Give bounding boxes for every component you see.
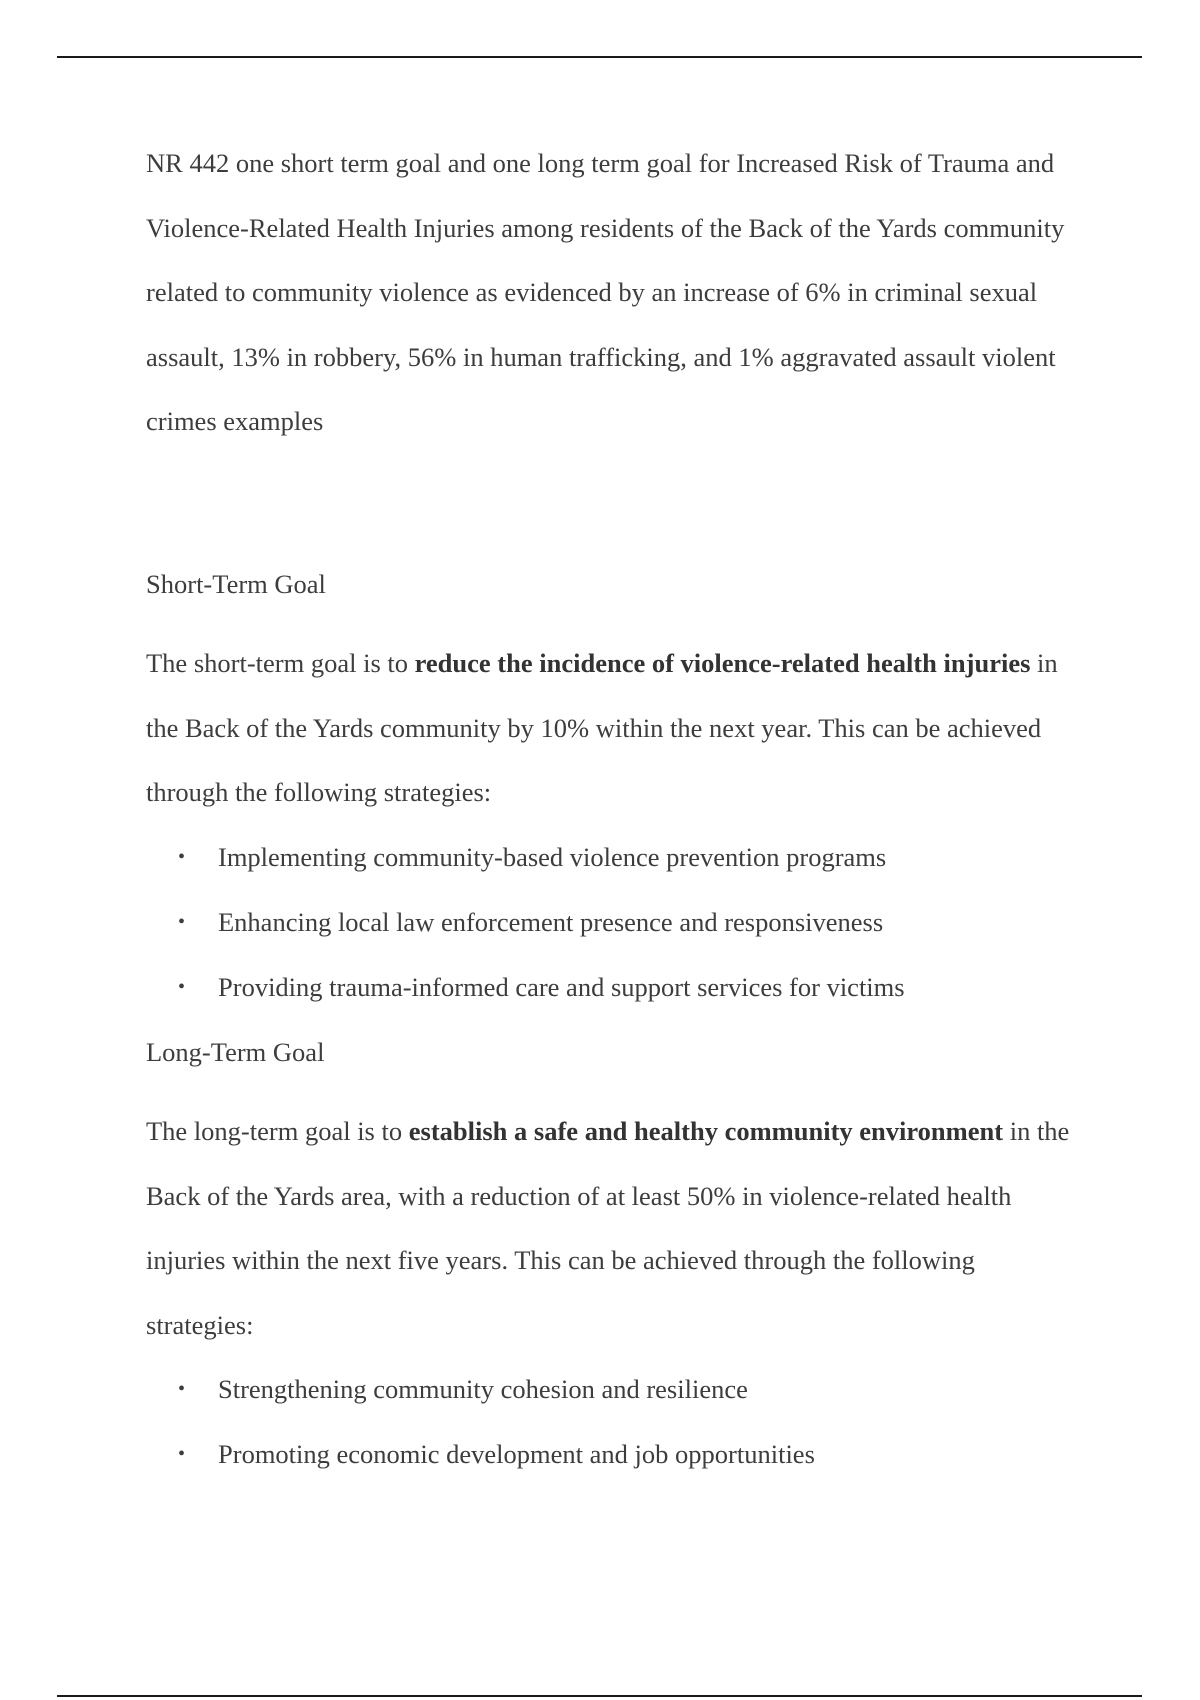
- strategy-text: Promoting economic development and job opportunities: [218, 1439, 815, 1469]
- bullet-icon: •: [178, 845, 186, 868]
- long-term-goal-heading: Long-Term Goal: [146, 1036, 325, 1067]
- short-term-goal-emphasis: reduce the incidence of violence-related health injuries: [414, 648, 1031, 678]
- list-item: [146, 890, 1076, 955]
- long-term-goal-paragraph: [146, 1099, 1076, 1357]
- bullet-icon: •: [178, 975, 186, 998]
- intro-paragraph: NR 442 one short term goal and one long term goal for Increased Risk of Trauma and Violence-Related Health Injuries among residents of the Back of the Yards community related to community violence as evidenced by an increase of 6% in criminal sexual assault, 13% in robbery, 56% in human trafficking, and 1% aggravated assault violent crimes examples: [146, 148, 1065, 436]
- document-body: [146, 131, 1076, 1487]
- long-term-goal-rest: in the Back of the Yards area, with a reduction of at least 50% in violence-related health injuries within the next five years. This can be achieved through the following strategies:: [146, 1116, 1070, 1340]
- page-top-rule: [57, 56, 1142, 58]
- strategy-text: Strengthening community cohesion and resilience: [218, 1374, 748, 1404]
- short-term-goal-rest: in the Back of the Yards community by 10% within the next year. This can be achieved through the following strategies:: [146, 648, 1058, 807]
- strategy-text: Implementing community-based violence prevention programs: [218, 841, 887, 872]
- list-item: [146, 825, 1076, 890]
- short-term-goal-lead: The short-term goal is to: [146, 648, 415, 678]
- strategy-text: Providing trauma-informed care and support services for victims: [218, 971, 905, 1002]
- page-bottom-rule: [57, 1695, 1142, 1697]
- list-item: [146, 1422, 1076, 1487]
- short-term-goal-heading: Short-Term Goal: [146, 568, 326, 599]
- bullet-icon: •: [178, 910, 186, 933]
- long-term-goal-lead: The long-term goal is to: [146, 1116, 409, 1146]
- long-term-strategy-list: [146, 1357, 1076, 1487]
- bullet-icon: •: [178, 1378, 186, 1400]
- strategy-text: Enhancing local law enforcement presence and responsiveness: [218, 906, 884, 937]
- list-item: [146, 1357, 1076, 1422]
- long-term-goal-emphasis: establish a safe and healthy community environment: [408, 1116, 1004, 1146]
- short-term-strategy-list: [146, 825, 1076, 1020]
- list-item: [146, 955, 1076, 1020]
- bullet-icon: •: [178, 1443, 186, 1465]
- short-term-goal-paragraph: [146, 631, 1076, 825]
